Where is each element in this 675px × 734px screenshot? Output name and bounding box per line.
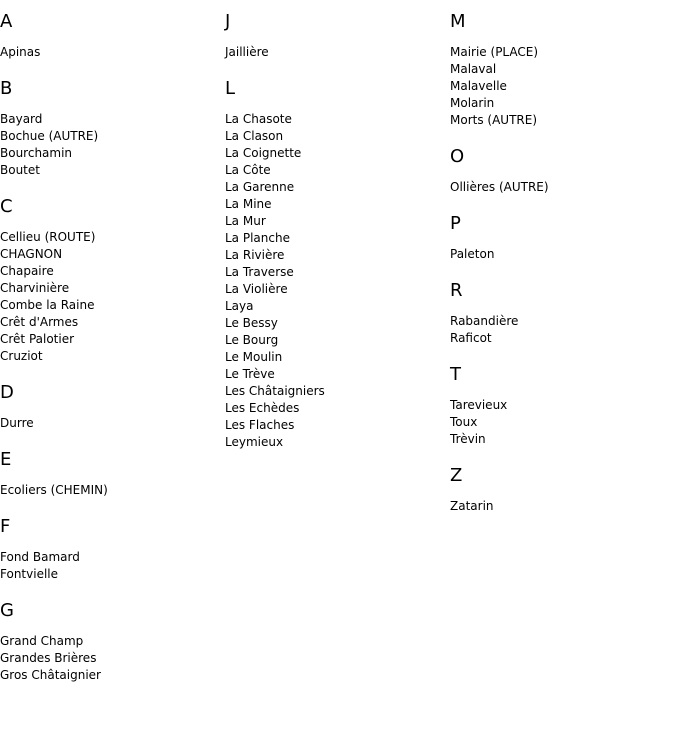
letter-heading: P [450, 213, 461, 234]
street-link[interactable]: Le Trève [225, 367, 275, 381]
street-link[interactable]: La Traverse [225, 265, 294, 279]
letter-group [450, 281, 670, 347]
street-list [0, 44, 220, 61]
street-link[interactable]: La Planche [225, 231, 290, 245]
street-list [0, 633, 220, 684]
street-list [0, 415, 220, 432]
street-link[interactable]: Cruziot [0, 349, 43, 363]
letter-group [0, 197, 220, 365]
street-list [450, 44, 670, 129]
street-link[interactable]: La Garenne [225, 180, 295, 194]
street-link[interactable]: Laya [225, 299, 254, 313]
street-link[interactable]: Les Châtaigniers [225, 384, 325, 398]
letter-group [0, 79, 220, 179]
letter-group [0, 12, 220, 61]
street-link[interactable]: Bayard [0, 112, 43, 126]
street-link[interactable]: La Mur [225, 214, 266, 228]
letter-group [450, 214, 670, 263]
letter-group [450, 365, 670, 448]
street-list [450, 498, 670, 515]
street-link[interactable]: Grand Champ [0, 634, 84, 648]
letter-group [0, 601, 220, 684]
street-link[interactable]: Cellieu (ROUTE) [0, 230, 96, 244]
street-link[interactable]: Combe la Raine [0, 298, 95, 312]
street-link[interactable]: Apinas [0, 45, 41, 59]
street-link[interactable]: Boutet [0, 163, 40, 177]
street-list [0, 229, 220, 365]
letter-heading: R [450, 280, 463, 301]
street-index-column-1 [0, 12, 220, 702]
street-link[interactable]: Les Echèdes [225, 401, 300, 415]
letter-heading: E [0, 449, 12, 470]
street-link[interactable]: Molarin [450, 96, 495, 110]
street-link[interactable]: Mairie (PLACE) [450, 45, 539, 59]
street-link[interactable]: Grandes Brières [0, 651, 97, 665]
street-list [450, 246, 670, 263]
letter-heading: Z [450, 465, 463, 486]
street-link[interactable]: Ecoliers (CHEMIN) [0, 483, 108, 497]
street-link[interactable]: La Rivière [225, 248, 285, 262]
street-link[interactable]: Trèvin [450, 432, 486, 446]
street-list [450, 179, 670, 196]
street-link[interactable]: Le Bourg [225, 333, 279, 347]
letter-group [225, 79, 445, 451]
street-link[interactable]: Les Flaches [225, 418, 295, 432]
letter-group [225, 12, 445, 61]
letter-heading: D [0, 382, 14, 403]
street-list [0, 111, 220, 179]
street-link[interactable]: Charvinière [0, 281, 70, 295]
street-list [450, 397, 670, 448]
street-link[interactable]: Chapaire [0, 264, 54, 278]
letter-heading: F [0, 516, 11, 537]
street-link[interactable]: Ollières (AUTRE) [450, 180, 549, 194]
street-link[interactable]: Fontvielle [0, 567, 58, 581]
street-link[interactable]: Rabandière [450, 314, 519, 328]
street-link[interactable]: Jaillière [225, 45, 269, 59]
street-link[interactable]: Crêt Palotier [0, 332, 75, 346]
street-link[interactable]: Leymieux [225, 435, 284, 449]
street-link[interactable]: La Mine [225, 197, 272, 211]
letter-heading: L [225, 78, 236, 99]
street-index-column-3 [450, 12, 670, 533]
street-link[interactable]: La Côte [225, 163, 271, 177]
street-list [0, 549, 220, 583]
street-link[interactable]: Zatarin [450, 499, 494, 513]
street-link[interactable]: Bochue (AUTRE) [0, 129, 99, 143]
street-link[interactable]: Le Bessy [225, 316, 278, 330]
letter-heading: B [0, 78, 13, 99]
street-link[interactable]: La Coignette [225, 146, 302, 160]
street-list [0, 482, 220, 499]
letter-heading: M [450, 11, 466, 32]
letter-group [450, 147, 670, 196]
street-link[interactable]: Paleton [450, 247, 495, 261]
street-link[interactable]: Crêt d'Armes [0, 315, 79, 329]
street-link[interactable]: Raficot [450, 331, 492, 345]
street-link[interactable]: CHAGNON [0, 247, 63, 261]
street-link[interactable]: Gros Châtaignier [0, 668, 101, 682]
letter-group [0, 383, 220, 432]
letter-group [0, 450, 220, 499]
street-link[interactable]: Fond Bamard [0, 550, 80, 564]
letter-heading: T [450, 364, 461, 385]
letter-heading: J [225, 11, 231, 32]
letter-group [450, 12, 670, 129]
street-link[interactable]: Tarevieux [450, 398, 508, 412]
letter-group [0, 517, 220, 583]
letter-heading: G [0, 600, 14, 621]
street-link[interactable]: Le Moulin [225, 350, 283, 364]
street-index-column-2 [225, 12, 445, 469]
street-link[interactable]: Malavelle [450, 79, 507, 93]
street-link[interactable]: La Clason [225, 129, 284, 143]
street-link[interactable]: Malaval [450, 62, 497, 76]
letter-heading: C [0, 196, 13, 217]
letter-heading: O [450, 146, 465, 167]
street-link[interactable]: La Chasote [225, 112, 292, 126]
street-link[interactable]: La Violière [225, 282, 288, 296]
letter-group [450, 466, 670, 515]
street-link[interactable]: Durre [0, 416, 34, 430]
street-list [225, 111, 445, 451]
street-list [225, 44, 445, 61]
street-list [450, 313, 670, 347]
street-link[interactable]: Toux [450, 415, 478, 429]
letter-heading: A [0, 11, 13, 32]
street-link[interactable]: Bourchamin [0, 146, 73, 160]
street-link[interactable]: Morts (AUTRE) [450, 113, 538, 127]
